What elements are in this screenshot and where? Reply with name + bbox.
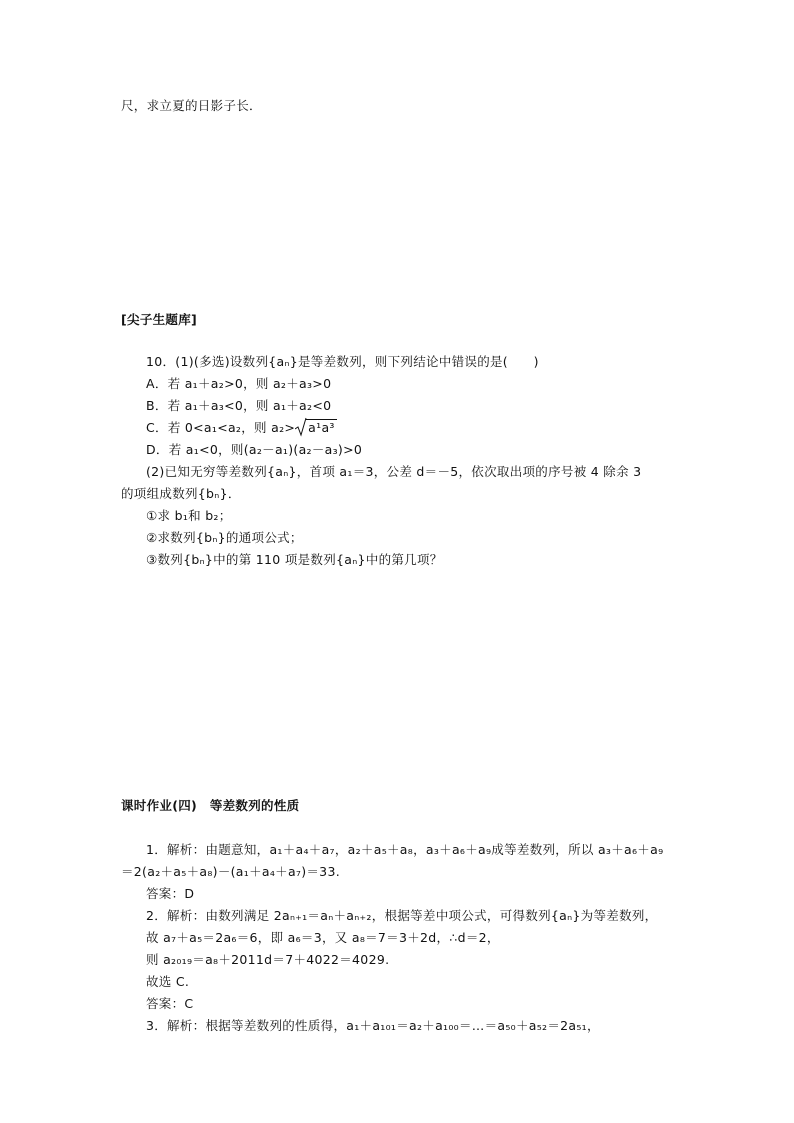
subquestion-3: ③数列{bₙ}中的第 110 项是数列{aₙ}中的第几项？ [146,552,443,567]
part2-line2: 的项组成数列{bₙ}． [121,486,241,501]
answer-2-line2: 故 a₇＋a₅＝2a₆＝6，即 a₆＝3，又 a₈＝7＝3＋2d，∴d＝2， [146,930,500,945]
option-d: D．若 a₁<0，则(a₂－a₁)(a₂－a₃)>0 [146,442,363,457]
answer-2-line1: 2．解析：由数列满足 2aₙ₊₁＝aₙ＋aₙ₊₂，根据等差中项公式，可得数列{aₙ}为等差数列， [146,908,658,923]
square-root-expression [295,418,337,438]
answer-1-line1: 1．解析：由题意知，a₁＋a₄＋a₇，a₂＋a₅＋a₈，a₃＋a₆＋a₉成等差数列，所以 a₃＋a₆＋a₉ [146,842,664,857]
option-c-text: C．若 0<a₁<a₂，则 a₂> [146,420,296,435]
subquestion-1: ①求 b₁和 b₂； [146,508,232,523]
answer-2-result: 答案：C [146,996,194,1011]
answer-1-result: 答案：D [146,886,195,901]
subquestion-2: ②求数列{bₙ}的通项公式； [146,530,303,545]
option-c [146,418,337,438]
answer-2-line3: 则 a₂₀₁₉＝a₈＋2011d＝7＋4022＝4029. [146,952,390,967]
option-b: B．若 a₁＋a₃<0，则 a₁＋a₂<0 [146,398,332,413]
answer-3-line1: 3．解析：根据等差数列的性质得，a₁＋a₁₀₁＝a₂＋a₁₀₀＝…＝a₅₀＋a₅₂＝2a₅₁， [146,1018,600,1033]
answer-1-line2: ＝2(a₂＋a₅＋a₈)－(a₁＋a₄＋a₇)＝33. [121,864,340,879]
question-10-intro: 10．(1)(多选)设数列{aₙ}是等差数列，则下列结论中错误的是( ) [146,354,539,369]
option-a: A．若 a₁＋a₂>0，则 a₂＋a₃>0 [146,376,332,391]
part2-line1: (2)已知无穷等差数列{aₙ}，首项 a₁＝3，公差 d＝－5，依次取出项的序号被 4 除余 3 [146,464,642,479]
intro-tail-text: 尺，求立夏的日影子长． [121,98,262,113]
section-heading-homework-4: 课时作业(四) 等差数列的性质 [121,798,300,813]
section-heading-top-students: [尖子生题库] [121,312,198,327]
answer-2-choice: 故选 C. [146,974,190,989]
radical-sign-icon [295,417,307,437]
radicand: a¹a³ [308,420,335,435]
